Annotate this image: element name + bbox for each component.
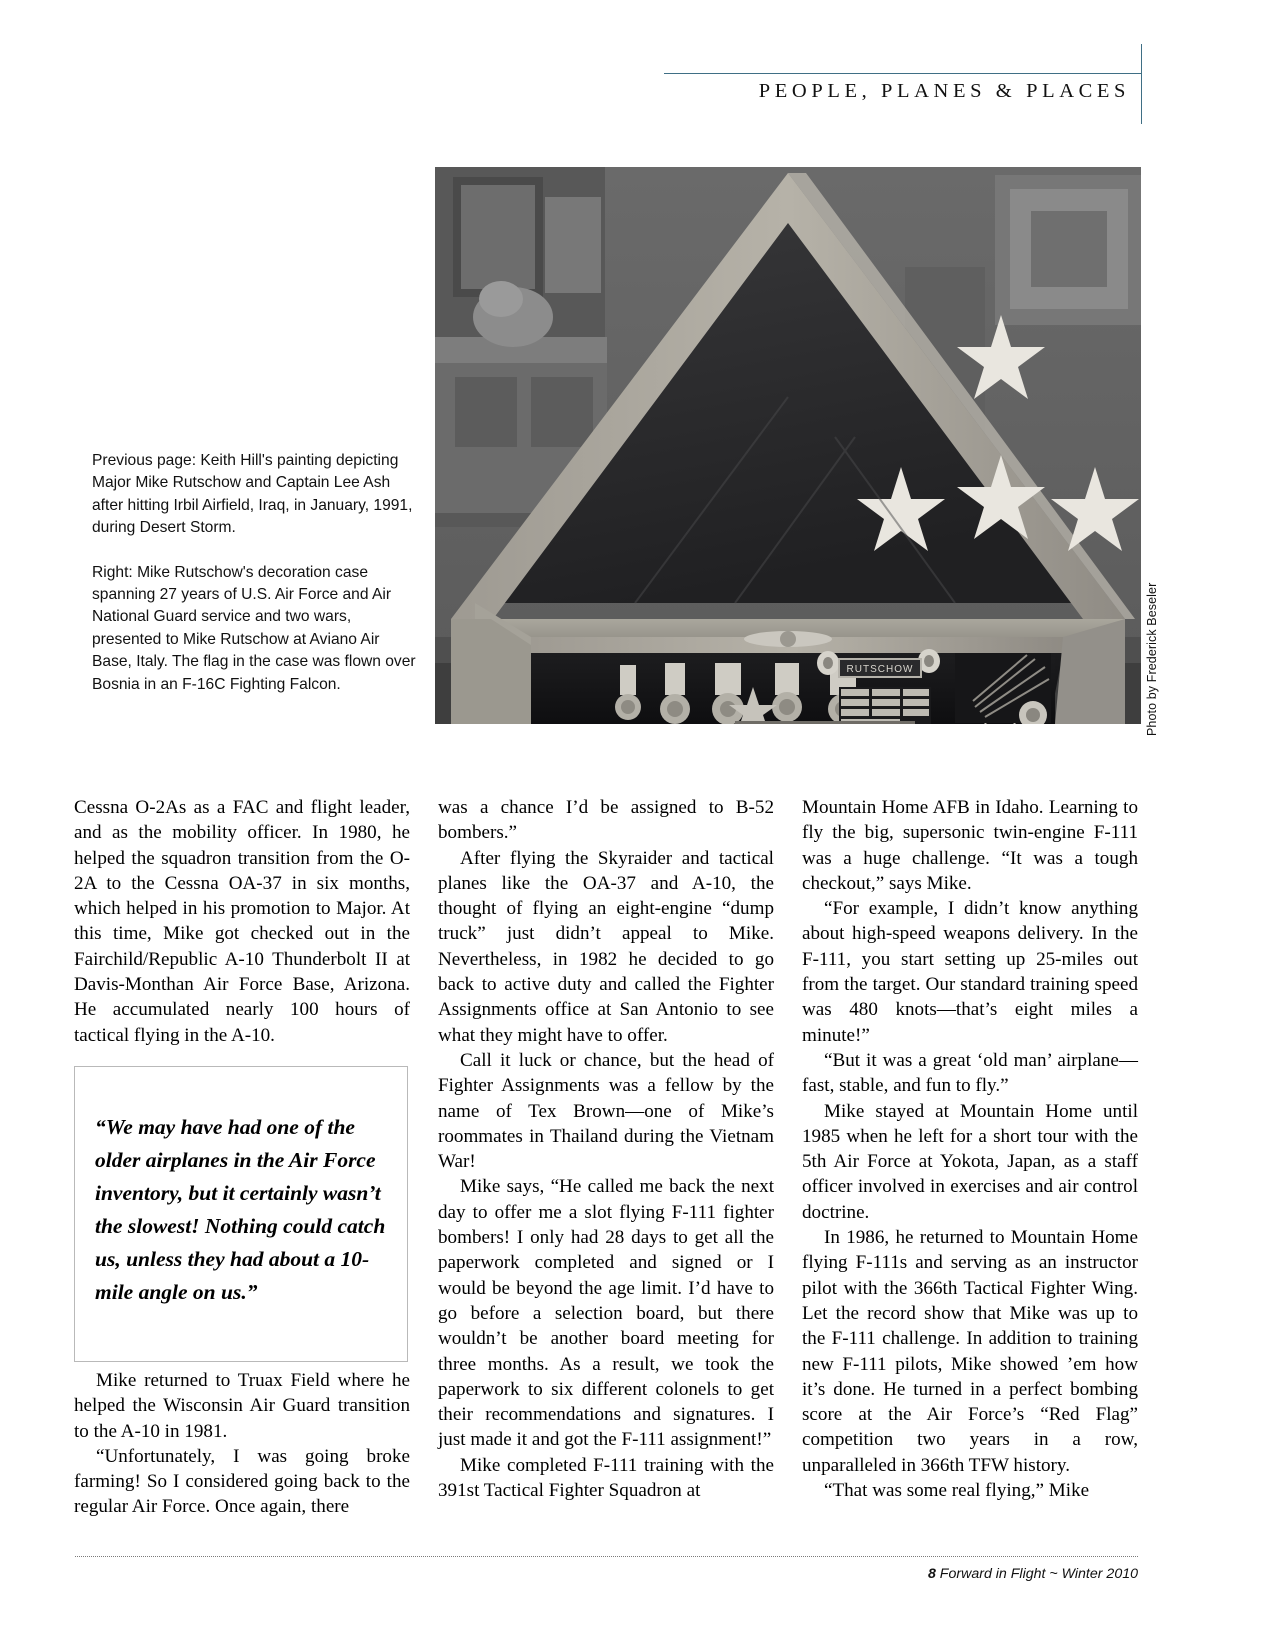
footer [600,1566,1138,1582]
running-head-title: PEOPLE, PLANES & PLACES [758,80,1130,102]
paragraph: “But it was a great ‘old man’ airplane—fast, stable, and fun to fly.” [802,1049,1138,1097]
photo-captions [92,450,417,696]
paragraph: In 1986, he returned to Mountain Home flying F-111s and serving as an instructor pilot with the 366th Tactical Fighter Wing. Let the record show that Mike was up to the F-111 challenge. In addition to training new F-111 pilots, Mike showed ’em how it’s done. He turned in a perfect bombing score at the Air Force’s “Red Flag” competition two years in a row, unparalleled in 366th TFW history. [802,1227,1138,1476]
paragraph: After flying the Skyraider and tactical planes like the OA-37 and A-10, the thought of flying an eight-engine “dump truck” just didn’t appeal to Mike. Nevertheless, in 1982 he decided to go back to active duty and called the Fighter Assignments office at San Antonio to see what they might have to offer. [438,847,774,1046]
running-head-vertical-rule [1141,44,1142,124]
footer-page-number: 8 [927,1566,936,1582]
paragraph: Mike returned to Truax Field where he helped the Wisconsin Air Guard transition to the A-10 in 1981. [74,1369,410,1442]
decoration-case-photo [435,167,1141,724]
pull-quote-box [74,1066,408,1362]
paragraph: Call it luck or chance, but the head of Fighter Assignments was a fellow by the name of Tex Brown—one of Mike’s roommates in Thailand during the Vietnam War! [438,1049,774,1173]
paragraph: “That was some real flying,” Mike [824,1480,1090,1502]
photo-credit: Photo by Frederick Beseler [1145,582,1159,736]
paragraph: Cessna O-2As as a FAC and flight leader, and as the mobility officer. In 1980, he helped the squadron transition from the O-2A to the Cessna OA-37 in six months, which helped in his promotion to Major. At this time, Mike got checked out in the Fairchild/Republic A-10 Thunderbolt II at Davis-Monthan Air Force Base, Arizona. He accumulated nearly 100 hours of tactical flying in the A-10. [74,797,410,1046]
article-body [74,795,1138,1518]
running-head-rule [664,73,1142,74]
body-column-3 [802,795,1138,1503]
body-column-1 [74,795,410,1520]
paragraph: Mountain Home AFB in Idaho. Learning to fly the big, supersonic twin-engine F-111 was a huge challenge. “It was a tough checkout,” says Mike. [802,797,1138,894]
paragraph: Mike completed F-111 training with the 391st Tactical Fighter Squadron at [438,1454,774,1502]
paragraph: Mike says, “He called me back the next day to offer me a slot flying F-111 fighter bombers! I only had 28 days to get all the paperwork completed and signed or I would be beyond the age limit. I’d have to go before a selection board, but there wouldn’t be another board meeting for three months. As a result, we took the paperwork to six different colonels to get their recommendations and signatures. I just made it and got the F-111 assignment!” [438,1176,774,1451]
photo-illustration [435,167,1141,724]
paragraph: “For example, I didn’t know anything about high-speed weapons delivery. In the F-111, you start setting up 25-miles out from the target. Our standard training speed was 480 knots—that’s eight miles a minute!” [802,898,1138,1046]
pull-quote-text: “We may have had one of the older airplanes in the Air Force inventory, but it certainly wasn’t the slowest! Nothing could catch us, unless they had about a 10-mile angle on us.” [95,1114,386,1304]
running-head [664,44,1144,124]
paragraph: Mike stayed at Mountain Home until 1985 when he left for a short tour with the 5th Air Force at Yokota, Japan, as a staff officer involved in exercises and air control doctrine. [802,1100,1138,1223]
paragraph: “Unfortunately, I was going broke farming! So I considered going back to the regular Air Force. Once again, there [74,1445,410,1518]
footer-rule [75,1556,1138,1557]
footer-publication: Forward in Flight ~ Winter 2010 [939,1566,1138,1582]
caption-right: Right: Mike Rutschow's decoration case spanning 27 years of U.S. Air Force and Air National Guard service and two wars, presented to Mike Rutschow at Aviano Air Base, Italy. The flag in the case was flown over Bosnia in an F-16C Fighting Falcon. [92,563,416,693]
svg-text:RUTSCHOW: RUTSCHOW [846,664,914,675]
nameplate [839,659,921,677]
body-column-2 [438,795,774,1503]
caption-previous-page: Previous page: Keith Hill's painting depicting Major Mike Rutschow and Captain Lee Ash after hitting Irbil Airfield, Iraq, in January, 1991, during Desert Storm. [92,452,413,537]
photo-image [435,167,1141,724]
paragraph: was a chance I’d be assigned to B-52 bombers.” [438,797,774,844]
